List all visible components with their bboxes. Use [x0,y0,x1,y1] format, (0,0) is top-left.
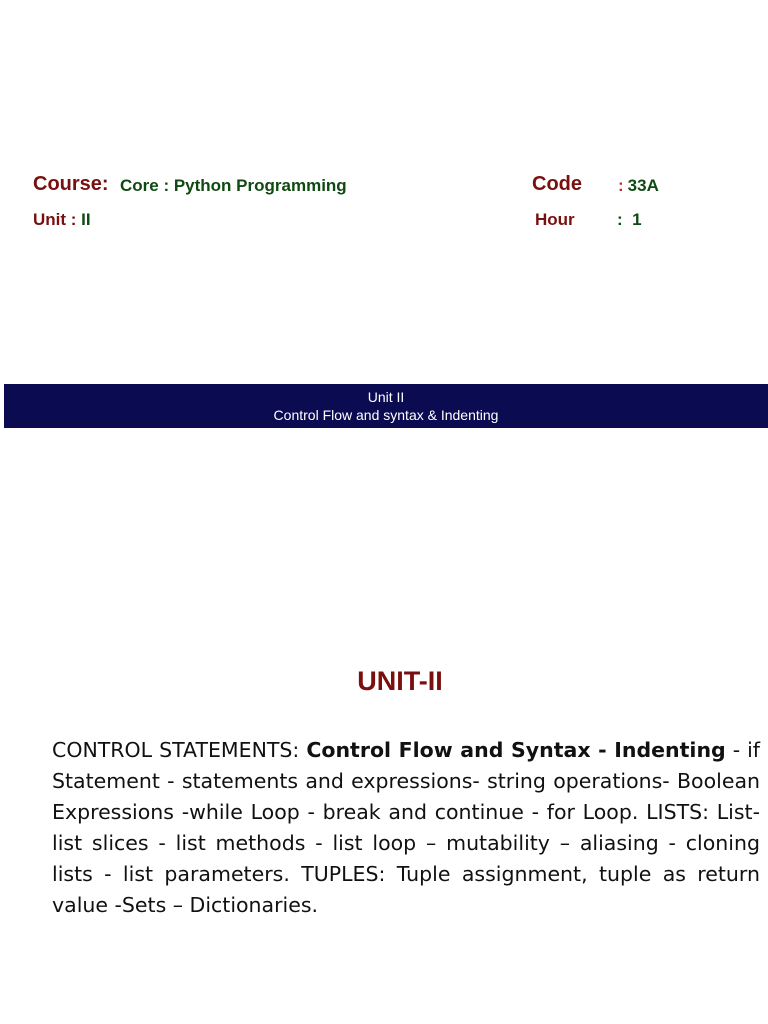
section-heading: UNIT-II [357,666,443,696]
code-value-row [618,176,659,196]
code-label: Code [532,173,582,195]
unit-value: II [81,210,91,229]
paragraph-intro: CONTROL STATEMENTS: [52,738,307,762]
paragraph-bold-topic: Control Flow and Syntax - Indenting [306,738,726,762]
band-topic-line: Control Flow and syntax & Indenting [273,407,499,423]
hour-colon: : [617,210,623,229]
course-value: Core : Python Programming [120,176,347,195]
band-unit-line: Unit II [367,389,405,405]
hour-value-row [617,210,642,230]
unit-title-band [4,384,768,428]
course-label: Course: [33,173,109,195]
hour-label: Hour [535,210,575,229]
syllabus-paragraph [52,735,760,921]
code-colon: : [618,176,624,195]
unit-row [33,210,91,230]
paragraph-rest: - if Statement - statements and expressions- string operations- Boolean Expressions -while Loop - break and continue - for Loop. LISTS: List- list slices - list methods - list loop – mutability – aliasing - cloning lists - list parameters. TUPLES: Tuple assignment, tuple as return value -Sets – Dictionaries. [52,738,760,917]
hour-value: 1 [632,210,642,229]
code-value: 33A [627,176,659,195]
unit-label: Unit : [33,210,77,229]
